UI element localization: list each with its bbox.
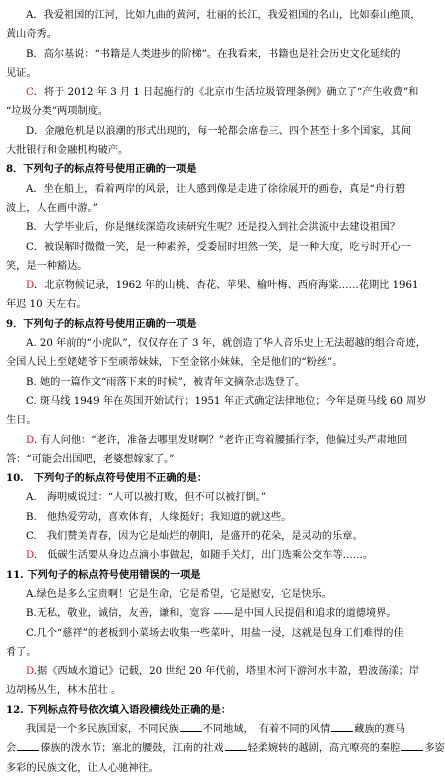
text-line: D. 有人问他：“老许，准备去哪里发财啊？”老许正弯着腰插行李，他偏过头严肃地回 [26,434,408,446]
text-line: A．我爱祖国的江河，比如九曲的黄河，壮丽的长江，我爱祖国的名山，比如泰山绝顶， [26,10,421,21]
question-heading: 12. 下列标点符号依次填入语段横线处正确的是： [6,703,232,716]
fill-blank[interactable] [331,722,353,732]
answer-marker: D [26,666,34,678]
text-line: 波上，人在画中游。” [6,202,98,214]
text-line: D.据《西域水道记》记载，20 世纪 20 年代前，塔里木河下游河水丰盈，碧波荡漾；岸 [26,666,420,678]
answer-marker: D [26,550,34,562]
text-line: 我国是一个多民族国家，不同民族 不同地域， 有着不同的风情 藏族的赛马 [26,723,406,735]
text-line: A. 20 年前的“小虎队”，仅仅存在了 3 年，就创造了华人音乐史上无法超越的组合奇迹， [26,338,426,350]
text-line: B. 他热爱劳动，喜欢体育，人缘挺好；我知道的就这些。 [26,511,292,523]
fill-blank[interactable] [225,741,247,751]
text-line: 答：“可能会出国吧，老婆想嫁家了。” [6,453,175,465]
answer-marker: C [26,87,34,99]
text-line: 会 傣族的泼水节；塞北的腰鼓，江南的社戏 轻柔婉转的越剧，高亢嘹亮的秦腔 多姿 [6,743,445,755]
answer-marker: D [26,434,34,446]
text-line: 肴了。 [6,646,37,658]
text-line: B．大学毕业后，你是继续深造攻读研究生呢？还是投入到社会洪流中去建设祖国？ [26,222,401,234]
text-line: 年迟 10 天左右。 [6,299,87,311]
text-line: 边胡杨丛生，林木茁壮 。 [6,685,122,697]
text-line: D. 低碳生活要从身边点滴小事做起，如随手关灯，出门选乘公交车等……。 [26,550,374,562]
question-heading: 9．下列句子的标点符号使用正确的一项是 [6,317,197,330]
question-heading: 8．下列句子的标点符号使用正确的一项是 [6,163,197,176]
text-line: B.无私，敬业，诚信，友善，谦和，宽容 ——是中国人民提倡和追求的道德境界。 [26,608,397,620]
text-line: B. 她的一篇作文“雨落下来的时候”，被青年文摘杂志选登了。 [26,376,306,388]
text-line: B．高尔基说：“书籍是人类进步的阶梯”。在我看来，书籍也是社会历史文化延续的 [26,48,401,60]
text-line: 全国人民上至姥姥爷下至顽蒂妹妹，下至金铭小妹妹，全是他们的“粉丝”。 [6,357,343,369]
text-line: A. 海明威说过：“人可以被打败，但不可以被打倒。” [26,492,267,504]
text-line: C．将于 2012 年 3 月 1 日起施行的《北京市生活垃圾管理条例》确立了“产生收费”和 [26,87,419,99]
text-line: 大批银行和金融机构破产。 [6,145,129,157]
text-line: C.几个“慈祥”的老板到小菜场去收集一些菜叶，用盐一浸，这就是包身工们难得的佳 [26,627,404,639]
text-line: C．被误解时微微一笑，是一种素养，受委屈时坦然一笑，是一种大度，吃亏时开心一 [26,241,411,253]
text-line: D．北京物候记录，1962 年的山桃、杏花、苹果、榆叶梅、西府海棠……花期比 1961 [26,280,419,292]
text-line: D．金融危机是以浪潮的形式出现的，每一轮都会席卷三、四个甚至十多个国家，其间 [26,125,412,137]
text-line: 多彩的民族文化，让人心驰神往。 [6,762,159,774]
answer-marker: D [26,280,35,292]
text-line: 黄山奇秀。 [6,29,57,41]
question-heading: 11. 下列句子的标点符号使用错误的一项是 [6,568,201,581]
text-line: “垃圾分类”两项制度。 [6,106,109,118]
question-heading: 10. 下列句子的标点符号使用不正确的是： [6,472,208,485]
text-line: C. 斑马线 1949 年在英国开始试行；1951 年正式确定法律地位；今年是斑马线 60 周岁 [26,395,427,407]
text-line: 生日。 [6,415,37,427]
fill-blank[interactable] [180,722,202,732]
text-line: C. 我们赞美青春，因为它是灿烂的朝阳，是盛开的花朵，是灵动的乐章。 [26,531,363,543]
text-line: 笑，是一种豁达。 [6,260,88,272]
fill-blank[interactable] [17,741,39,751]
text-line: A．坐在船上，看着两岸的风景，让人感到像是走进了徐徐展开的画卷，真是“舟行碧 [26,183,406,195]
fill-blank[interactable] [401,741,423,751]
text-line: A.绿色是多么宝贵啊！它是生命，它是希望，它是慰安，它是快乐。 [26,588,333,600]
text-line: 见证。 [6,67,37,79]
